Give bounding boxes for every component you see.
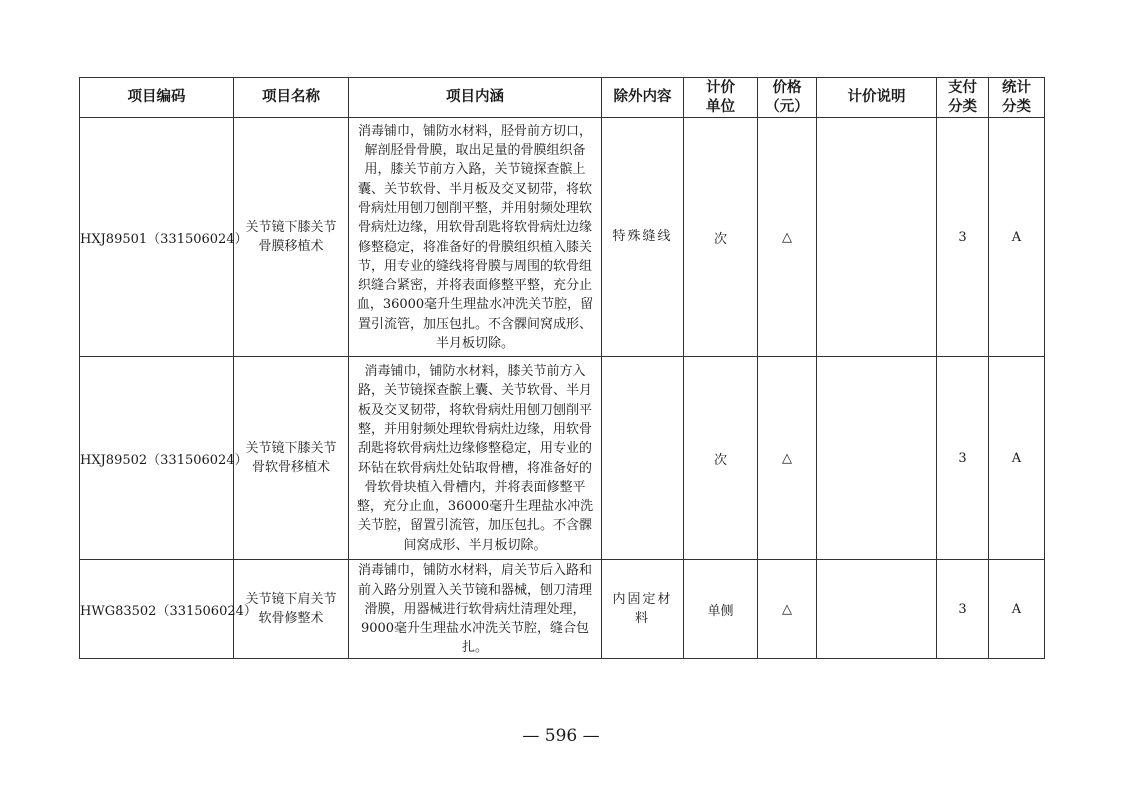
table-row <box>80 357 1045 560</box>
cell-content-text: 消毒铺巾，铺防水材料，肩关节后入路和前入路分别置入关节镜和器械，刨刀清理滑膜，用器械进行软骨病灶清理处理，9000毫升生理盐水冲洗关节腔，缝合包扎。 <box>357 563 592 656</box>
header-stat-line2: 分类 <box>1002 98 1031 115</box>
header-price <box>758 78 817 118</box>
cell-unit: 单侧 <box>684 560 758 659</box>
cell-pricing-note <box>817 357 937 560</box>
header-price-line1: 价格 <box>772 79 802 96</box>
header-price-line2: （元） <box>765 98 809 115</box>
cell-code: HXJ89501（331506024） <box>80 118 234 357</box>
cell-stat: A <box>989 118 1045 357</box>
cell-pricing-note <box>817 560 937 659</box>
cell-unit: 次 <box>684 118 758 357</box>
header-payment-line2: 分类 <box>948 98 977 115</box>
header-row <box>80 78 1045 118</box>
header-name: 项目名称 <box>234 78 349 118</box>
cell-content-text: 消毒铺巾，铺防水材料，胫骨前方切口，解剖胫骨骨膜，取出足量的骨膜组织备用，膝关节前方入路，关节镜探查髌上囊、关节软骨、半月板及交叉韧带，将软骨病灶用刨刀刨削平整，并用射频处理软骨病灶边缘，用软骨刮匙将软骨病灶边缘修整稳定，将准备好的骨膜组织植入膝关节，用专业的缝线将骨膜与周围的软骨组织缝合紧密，并将表面修整平整，充分止血，36000毫升生理盐水冲洗关节腔，留置引流管，加压包扎。不含髁间窝成形、半月板切除。 <box>356 123 594 351</box>
cell-code: HXJ89502（331506024） <box>80 357 234 560</box>
cell-price: △ <box>758 357 817 560</box>
cell-excluded: 特殊缝线 <box>602 118 684 357</box>
header-code: 项目编码 <box>80 78 234 118</box>
cell-price: △ <box>758 118 817 357</box>
header-stat-line1: 统计 <box>1002 79 1031 96</box>
cell-price: △ <box>758 560 817 659</box>
cell-stat: A <box>989 357 1045 560</box>
page-number: — 596 — <box>522 726 600 746</box>
cell-content-text: 消毒铺巾，铺防水材料，膝关节前方入路，关节镜探查髌上囊、关节软骨、半月板及交叉韧带，将软骨病灶用刨刀刨削平整，并用射频处理软骨病灶边缘，用软骨刮匙将软骨病灶边缘修整稳定，用专业的环钻在软骨病灶处钻取骨槽，将准备好的骨软骨块植入骨槽内，并将表面修整平整，充分止血，36000毫升生理盐水冲洗关节腔，留置引流管，加压包扎。不含髁间窝成形、半月板切除。 <box>356 364 594 553</box>
header-unit-line1: 计价 <box>706 79 735 96</box>
cell-name: 关节镜下膝关节骨膜移植术 <box>234 118 349 357</box>
header-stat <box>989 78 1045 118</box>
cell-payment: 3 <box>937 118 989 357</box>
header-unit <box>684 78 758 118</box>
header-payment-line1: 支付 <box>948 79 977 96</box>
table-row <box>80 118 1045 357</box>
cell-name: 关节镜下膝关节骨软骨移植术 <box>234 357 349 560</box>
cell-unit: 次 <box>684 357 758 560</box>
pricing-table <box>79 77 1045 659</box>
cell-content <box>349 357 602 560</box>
cell-pricing-note <box>817 118 937 357</box>
header-unit-line2: 单位 <box>706 98 735 115</box>
cell-stat: A <box>989 560 1045 659</box>
cell-code: HWG83502（331506024） <box>80 560 234 659</box>
cell-content <box>349 560 602 659</box>
cell-excluded: 内固定材料 <box>602 560 684 659</box>
header-content: 项目内涵 <box>349 78 602 118</box>
header-payment <box>937 78 989 118</box>
cell-payment: 3 <box>937 357 989 560</box>
header-excluded: 除外内容 <box>602 78 684 118</box>
header-pricing-note: 计价说明 <box>817 78 937 118</box>
cell-name: 关节镜下肩关节软骨修整术 <box>234 560 349 659</box>
table-row <box>80 560 1045 659</box>
cell-content <box>349 118 602 357</box>
cell-excluded <box>602 357 684 560</box>
cell-payment: 3 <box>937 560 989 659</box>
